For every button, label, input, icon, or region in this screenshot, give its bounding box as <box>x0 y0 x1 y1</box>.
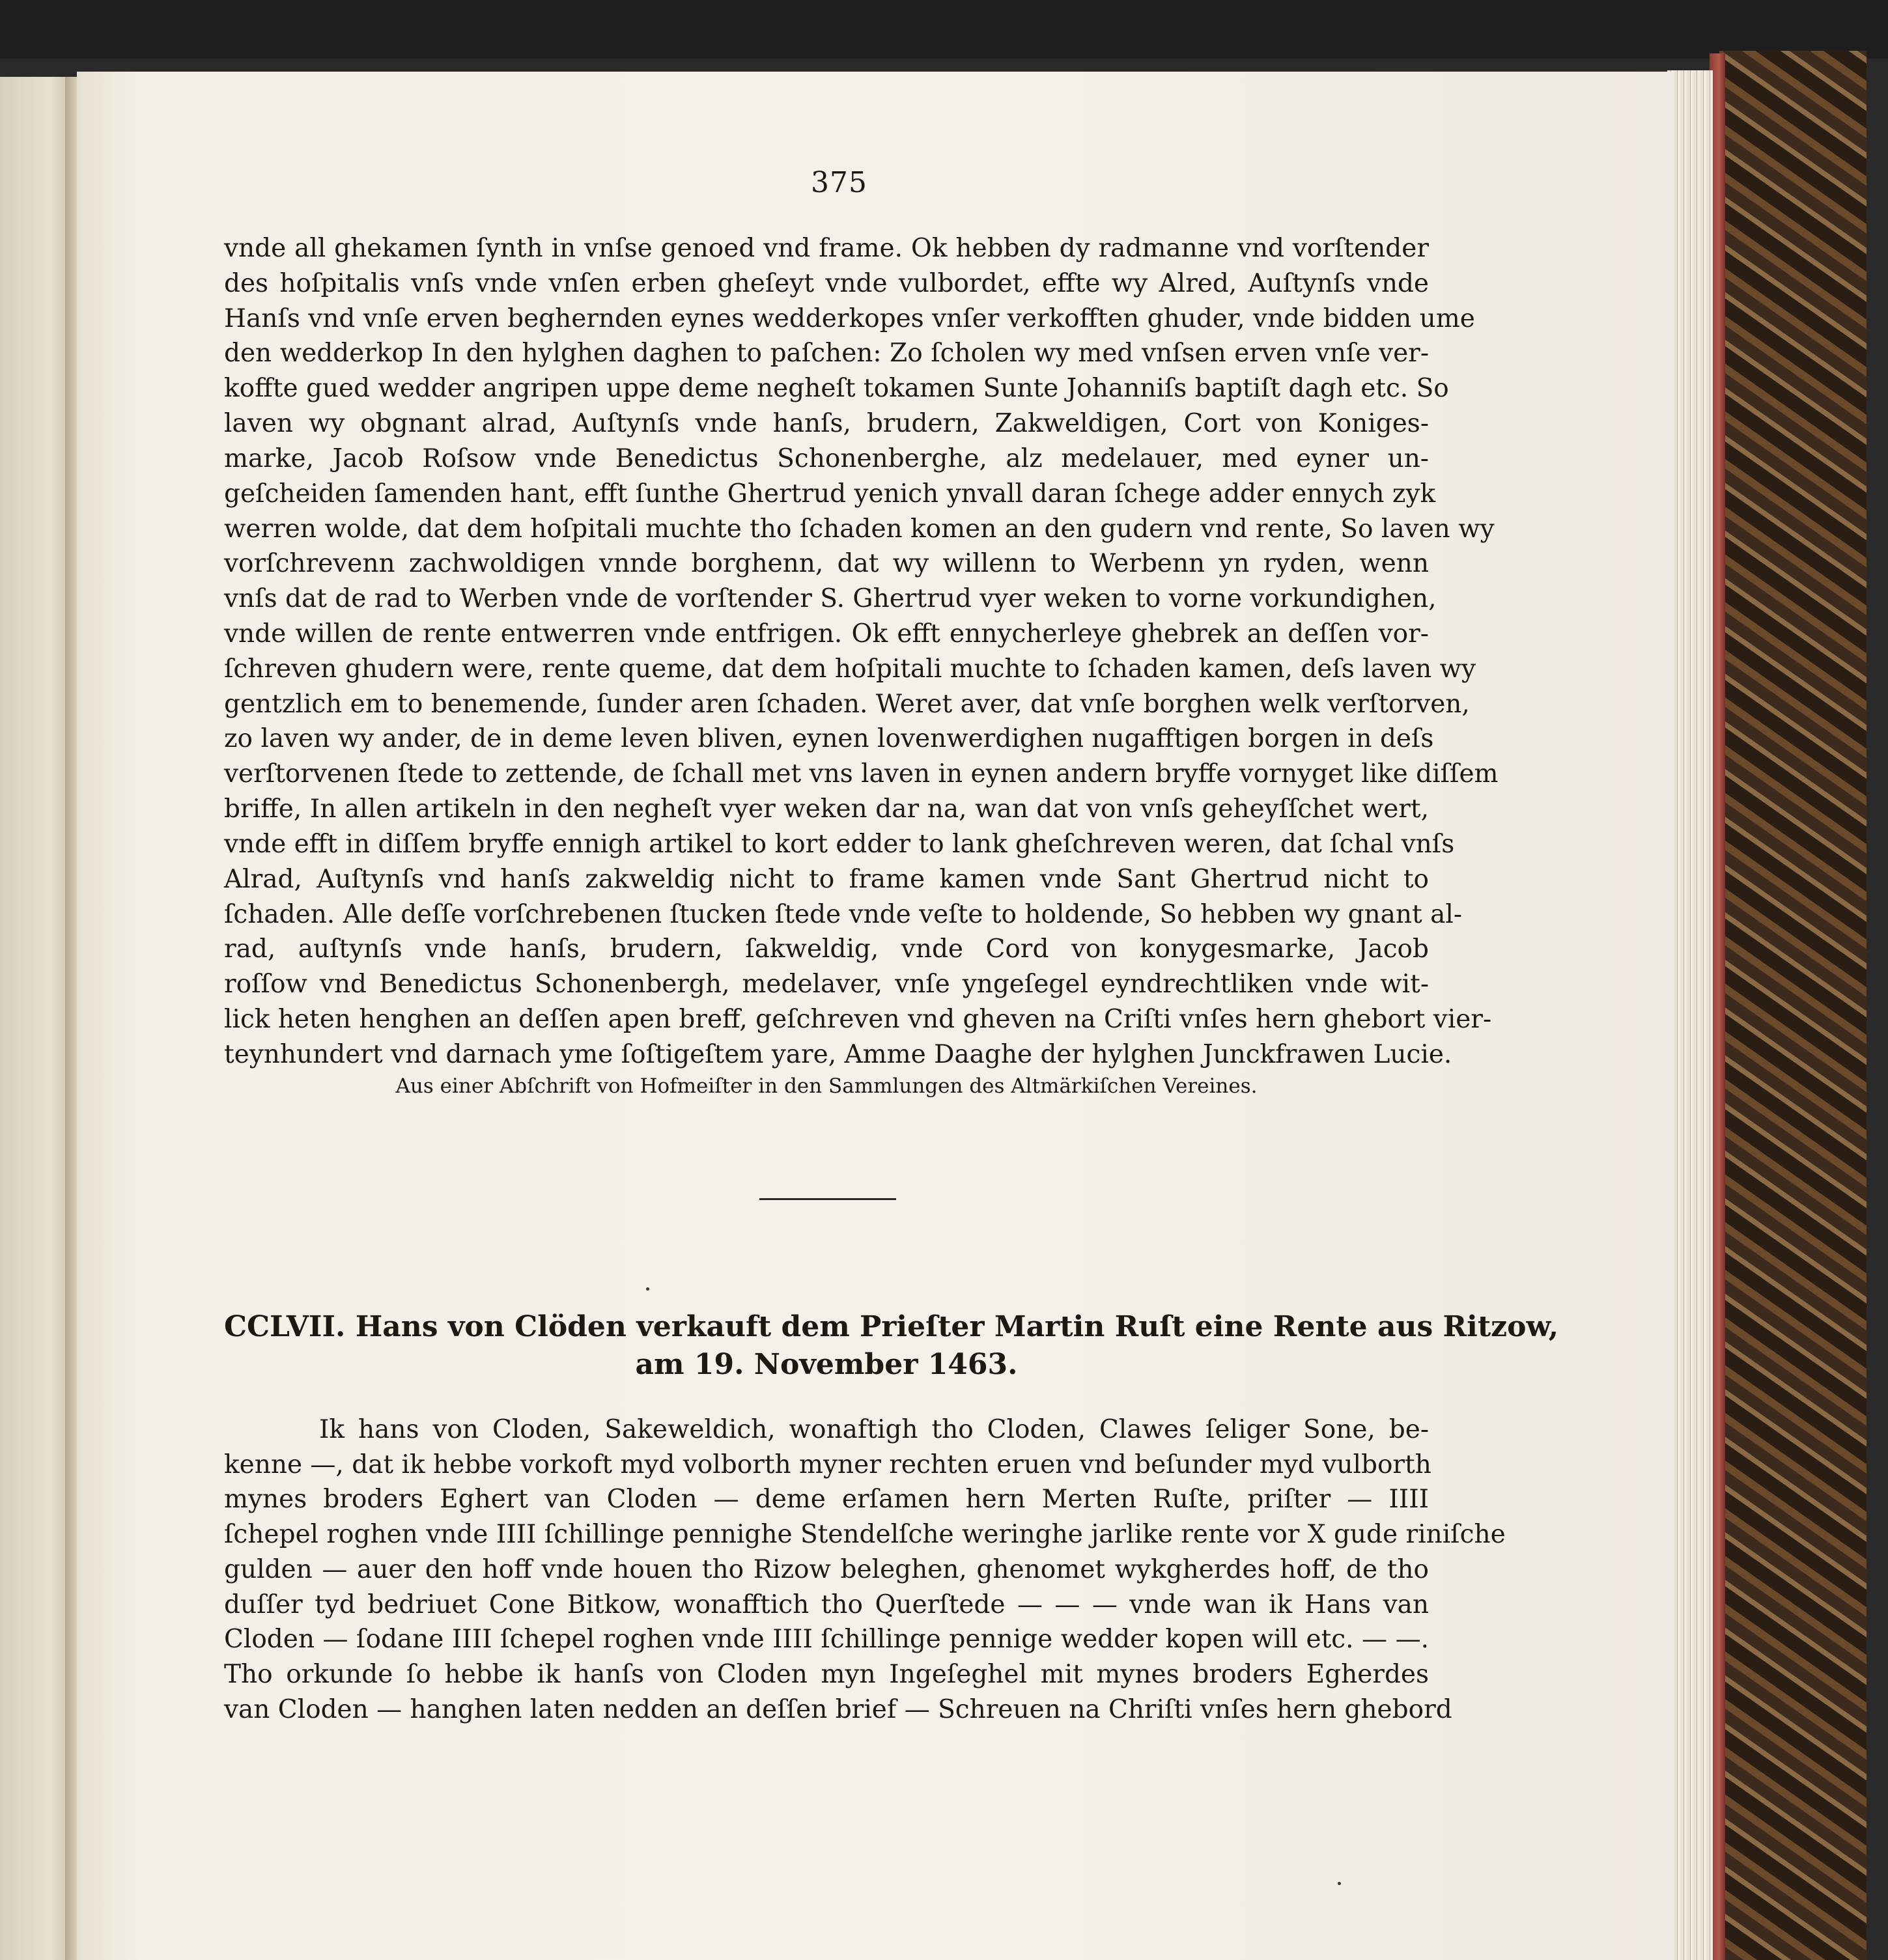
charter-line: gulden — auer den hoff vnde houen tho Rizow beleghen, ghenomet wykgherdes hoff, de tho <box>224 1555 1429 1584</box>
body-line: vnde all ghekamen ſynth in vnſse genoed vnd frame. Ok hebben dy radmanne vnd vorſtender <box>224 234 1429 263</box>
body-line: marke, Jacob Roſsow vnde Benedictus Schonenberghe, alz medelauer, med eyner un- <box>224 444 1429 473</box>
body-line: ſchaden. Alle deſſe vorſchrebenen ſtucken ſtede vnde veſte to holdende, So hebben wy gnant al- <box>224 900 1463 929</box>
body-line: vnde efft in diſſem bryffe ennigh artikel to kort edder to lank gheſchreven weren, dat ſchal vnſs <box>224 830 1455 859</box>
charter-line: Ik hans von Cloden, Sakeweldich, wonaftigh tho Cloden, Clawes ſeliger Sone, be- <box>319 1415 1429 1444</box>
body-line: ſchreven ghudern were, rente queme, dat dem hoſpitali muchte to ſchaden kamen, deſs laven wy <box>224 654 1476 684</box>
body-line: lick heten henghen an deſſen apen breff, geſchreven vnd gheven na Criſti vnſes hern ghebort vier- <box>224 1005 1492 1034</box>
charter-line: Cloden — ſodane IIII ſchepel roghen vnde IIII ſchillinge pennige wedder kopen will etc. — —. <box>224 1625 1429 1654</box>
body-line: vnſs dat de rad to Werben vnde de vorſtender S. Ghertrud vyer weken to vorne vorkundighen, <box>224 584 1437 613</box>
charter-line: van Cloden — hanghen laten nedden an deſſen brief — Schreuen na Chriſti vnſes hern ghebord <box>224 1695 1452 1724</box>
source-note: Aus einer Abſchrift von Hofmeiſter in den Sammlungen des Altmärkiſchen Vereines. <box>395 1074 1258 1098</box>
body-line: koffte gued wedder angripen uppe deme negheſt tokamen Sunte Johanniſs baptiſt dagh etc. So <box>224 374 1449 403</box>
body-line: verſtorvenen ſtede to zettende, de ſchall met vns laven in eynen andern bryffe vornyget like diſſem <box>224 759 1499 789</box>
body-line: teynhundert vnd darnach yme ſoſtigeſtem yare, Amme Daaghe der hylghen Junckfrawen Lucie. <box>224 1040 1452 1069</box>
section-divider <box>759 1198 896 1200</box>
charter-heading: CCLVII. Hans von Clöden verkauft dem Prieſter Martin Ruſt eine Rente aus Ritzow, <box>224 1310 1559 1343</box>
body-line: roſſow vnd Benedictus Schonenbergh, medelaver, vnſe yngeſegel eyndrechtliken vnde wit- <box>224 970 1429 999</box>
body-line: zo laven wy ander, de in deme leven bliven, eynen lovenwerdighen nugafftigen borgen in deſs <box>224 724 1434 753</box>
body-line: rad, auſtynſs vnde hanſs, brudern, ſakweldig, vnde Cord von konygesmarke, Jacob <box>224 934 1429 964</box>
ink-speck <box>646 1287 649 1291</box>
ink-speck <box>1338 1882 1341 1885</box>
body-line: Hanſs vnd vnſe erven beghernden eynes wedderkopes vnſer verkofften ghuder, vnde bidden ume <box>224 304 1475 333</box>
charter-line: Tho orkunde ſo hebbe ik hanſs von Cloden myn Ingeſeghel mit mynes broders Egherdes <box>224 1660 1429 1689</box>
charter-line: duſſer tyd bedriuet Cone Bitkow, wonafftich tho Querſtede — — — vnde wan ik Hans van <box>224 1590 1429 1619</box>
body-line: gentzlich em to benemende, ſunder aren ſchaden. Weret aver, dat vnſe borghen welk verſtorven, <box>224 690 1470 719</box>
body-line: geſcheiden ſamenden hant, efft ſunthe Ghertrud yenich ynvall daran ſchege adder ennych zyk <box>224 479 1436 509</box>
body-line: vnde willen de rente entwerren vnde entfrigen. Ok efft ennycherleye ghebrek an deſſen vor- <box>224 619 1429 649</box>
body-line: werren wolde, dat dem hoſpitali muchte tho ſchaden komen an den gudern vnd rente, So laven wy <box>224 514 1495 544</box>
body-line: laven wy obgnant alrad, Auſtynſs vnde hanſs, brudern, Zakweldigen, Cort von Koniges- <box>224 409 1429 438</box>
charter-line: ſchepel roghen vnde IIII ſchillinge pennighe Stendelſche weringhe jarlike rente vor X gude riniſche <box>224 1520 1506 1549</box>
body-line: Alrad, Auſtynſs vnd hanſs zakweldig nicht to frame kamen vnde Sant Ghertrud nicht to <box>224 865 1429 894</box>
charter-line: mynes broders Eghert van Cloden — deme erſamen hern Merten Ruſte, priſter — IIII <box>224 1485 1429 1514</box>
body-line: briffe, In allen artikeln in den negheſt vyer weken dar na, wan dat von vnſs geheyſſchet wert, <box>224 794 1429 824</box>
page-number: 375 <box>811 166 867 199</box>
body-line: des hoſpitalis vnſs vnde vnſen erben gheſeyt vnde vulbordet, effte wy Alred, Auſtynſs vnde <box>224 269 1429 298</box>
charter-line: kenne —, dat ik hebbe vorkoft myd volborth myner rechten eruen vnd beſunder myd vulborth <box>224 1450 1431 1479</box>
charter-date: am 19. November 1463. <box>635 1348 1018 1381</box>
body-line: vorſchrevenn zachwoldigen vnnde borghenn, dat wy willenn to Werbenn yn ryden, wenn <box>224 549 1429 578</box>
body-line: den wedderkop In den hylghen daghen to paſchen: Zo ſcholen wy med vnſsen erven vnſe ver- <box>224 339 1429 368</box>
